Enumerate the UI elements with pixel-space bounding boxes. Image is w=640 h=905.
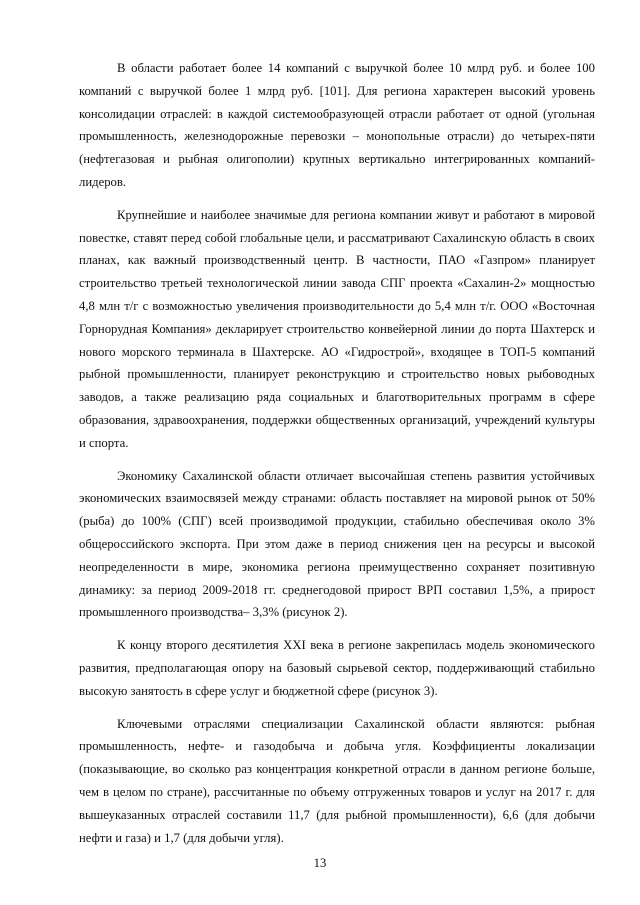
document-body (79, 57, 595, 859)
paragraph-economic-ties: Экономику Сахалинской области отличает высочайшая степень развития устойчивых экономических взаимосвязей между странами: область поставляет на мировой рынок от 50% (рыба) до 100% (СПГ) всей производимой продукции, стабильно обеспечивая около 3% общероссийского экспорта. При этом даже в период снижения цен на ресурсы и высокой неопределенности в мире, экономика региона преимущественно сохраняет позитивную динамику: за период 2009-2018 гг. среднегодовой прирост ВРП составил 1,5%, а прирост промышленного производства– 3,3% (рисунок 2). (79, 468, 595, 620)
page-number: 13 (313, 856, 327, 870)
paragraph-development-model: К концу второго десятилетия XXI века в регионе закрепилась модель экономического развития, предполагающая опору на базовый сырьевой сектор, поддерживающий стабильно высокую занятость в сфере услуг и бюджетной сфере (рисунок 3). (79, 638, 595, 698)
paragraph-specialization: Ключевыми отраслями специализации Сахалинской области являются: рыбная промышленность, нефте- и газодобыча и добыча угля. Коэффициенты локализации (показывающие, во сколько раз концентрация конкретной отрасли в данном регионе больше, чем в целом по стране), рассчитанные по объему отгруженных товаров и услуг на 2017 г. для вышеуказанных отраслей составили 11,7 (для рыбной промышленности), 6,6 (для добычи нефти и газа) и 1,7 (для добычи угля). (79, 716, 595, 845)
paragraph-companies-overview: В области работает более 14 компаний с выручкой более 10 млрд руб. и более 100 компаний с выручкой более 1 млрд руб. [101]. Для региона характерен высокий уровень консолидации отраслей: в каждой системообразующей отрасли работает от одной (угольная промышленность, железнодорожные перевозки – монопольные отрасли) до четырех-пяти (нефтегазовая и рыбная олигополии) крупных вертикально интегрированных компаний-лидеров. (79, 61, 595, 189)
paragraph-major-companies: Крупнейшие и наиболее значимые для региона компании живут и работают в мировой повестке, ставят перед собой глобальные цели, и рассматривают Сахалинскую область в своих планах, как важный производственный центр. В частности, ПАО «Газпром» планирует строительство третьей технологической линии завода СПГ проекта «Сахалин-2» мощностью 4,8 млн т/г с возможностью увеличения производительности до 5,4 млн т/г. ООО «Восточная Горнорудная Компания» декларирует строительство конвейерной линии до порта Шахтерск и нового морского терминала в Шахтерске. АО «Гидрострой», входящее в ТОП-5 компаний рыбной промышленности, планирует реконструкцию и строительство новых рыбоводных заводов, а также реализацию ряда социальных и благотворительных программ в сфере образования, здравоохранения, поддержки общественных организаций, учреждений культуры и спорта. (79, 207, 595, 450)
